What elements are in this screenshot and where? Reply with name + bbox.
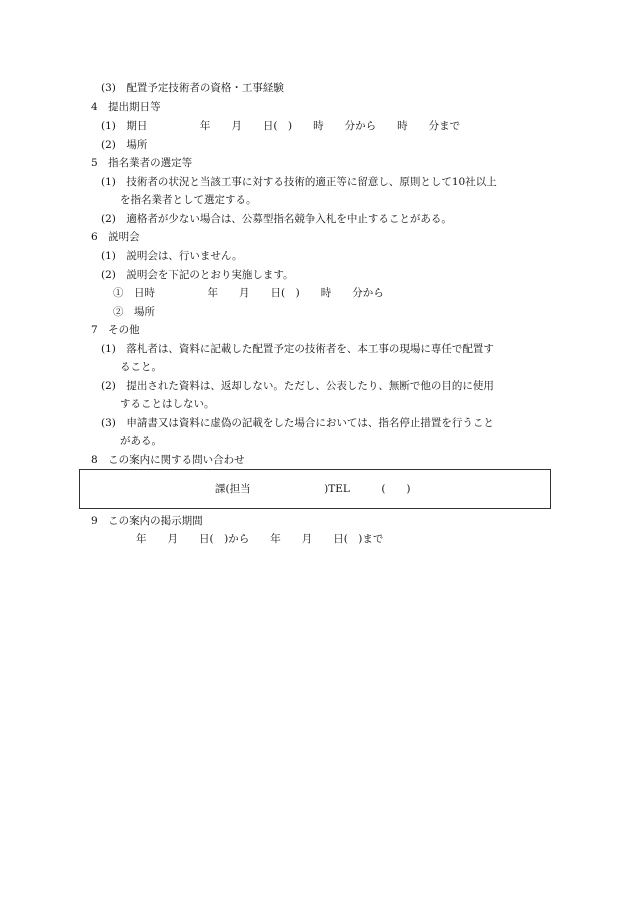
section7-item1-line2: ること。 — [120, 361, 162, 373]
section5-heading: 5 指名業者の選定等 — [91, 157, 193, 169]
section5-item1-line2: を指名業者として選定する。 — [120, 194, 257, 206]
section4-heading: 4 提出期日等 — [91, 101, 161, 113]
section5-item2: (2) 適格者が少ない場合は、公募型指名競争入札を中止することがある。 — [101, 213, 452, 225]
section4-item2-place: (2) 場所 — [101, 139, 148, 151]
section3-item3: (3) 配置予定技術者の資格・工事経験 — [101, 82, 284, 94]
section7-item2-line1: (2) 提出された資料は、返却しない。ただし、公表したり、無断で他の目的に使用 — [101, 380, 494, 392]
posting-period: 年 月 日( )から 年 月 日( )まで — [136, 533, 384, 545]
section6-sub2-place: ② 場所 — [113, 306, 155, 318]
section6-heading: 6 説明会 — [91, 231, 140, 243]
section6-item2: (2) 説明会を下記のとおり実施します。 — [101, 269, 294, 281]
section6-item1: (1) 説明会は、行いません。 — [101, 250, 243, 262]
section9-heading: 9 この案内の掲示期間 — [91, 515, 203, 527]
section5-item1-line1: (1) 技術者の状況と当該工事に対する技術的適正等に留意し、原則として10社以上 — [101, 176, 497, 188]
section7-item3-line1: (3) 申請書又は資料に虚偽の記載をした場合においては、指名停止措置を行うこと — [101, 417, 494, 429]
section8-heading: 8 この案内に関する問い合わせ — [91, 454, 245, 466]
section7-item2-line2: することはしない。 — [120, 398, 215, 410]
section4-item1-deadline: (1) 期日 年 月 日( ) 時 分から 時 分まで — [101, 120, 461, 132]
section7-item1-line1: (1) 落札者は、資料に記載した配置予定の技術者を、本工事の現場に専任で配置す — [101, 343, 494, 355]
contact-info: 課(担当 )TEL ( ) — [215, 483, 411, 495]
section6-sub1-datetime: ① 日時 年 月 日( ) 時 分から — [113, 287, 384, 299]
section7-heading: 7 その他 — [91, 324, 140, 336]
section7-item3-line2: がある。 — [120, 435, 162, 447]
